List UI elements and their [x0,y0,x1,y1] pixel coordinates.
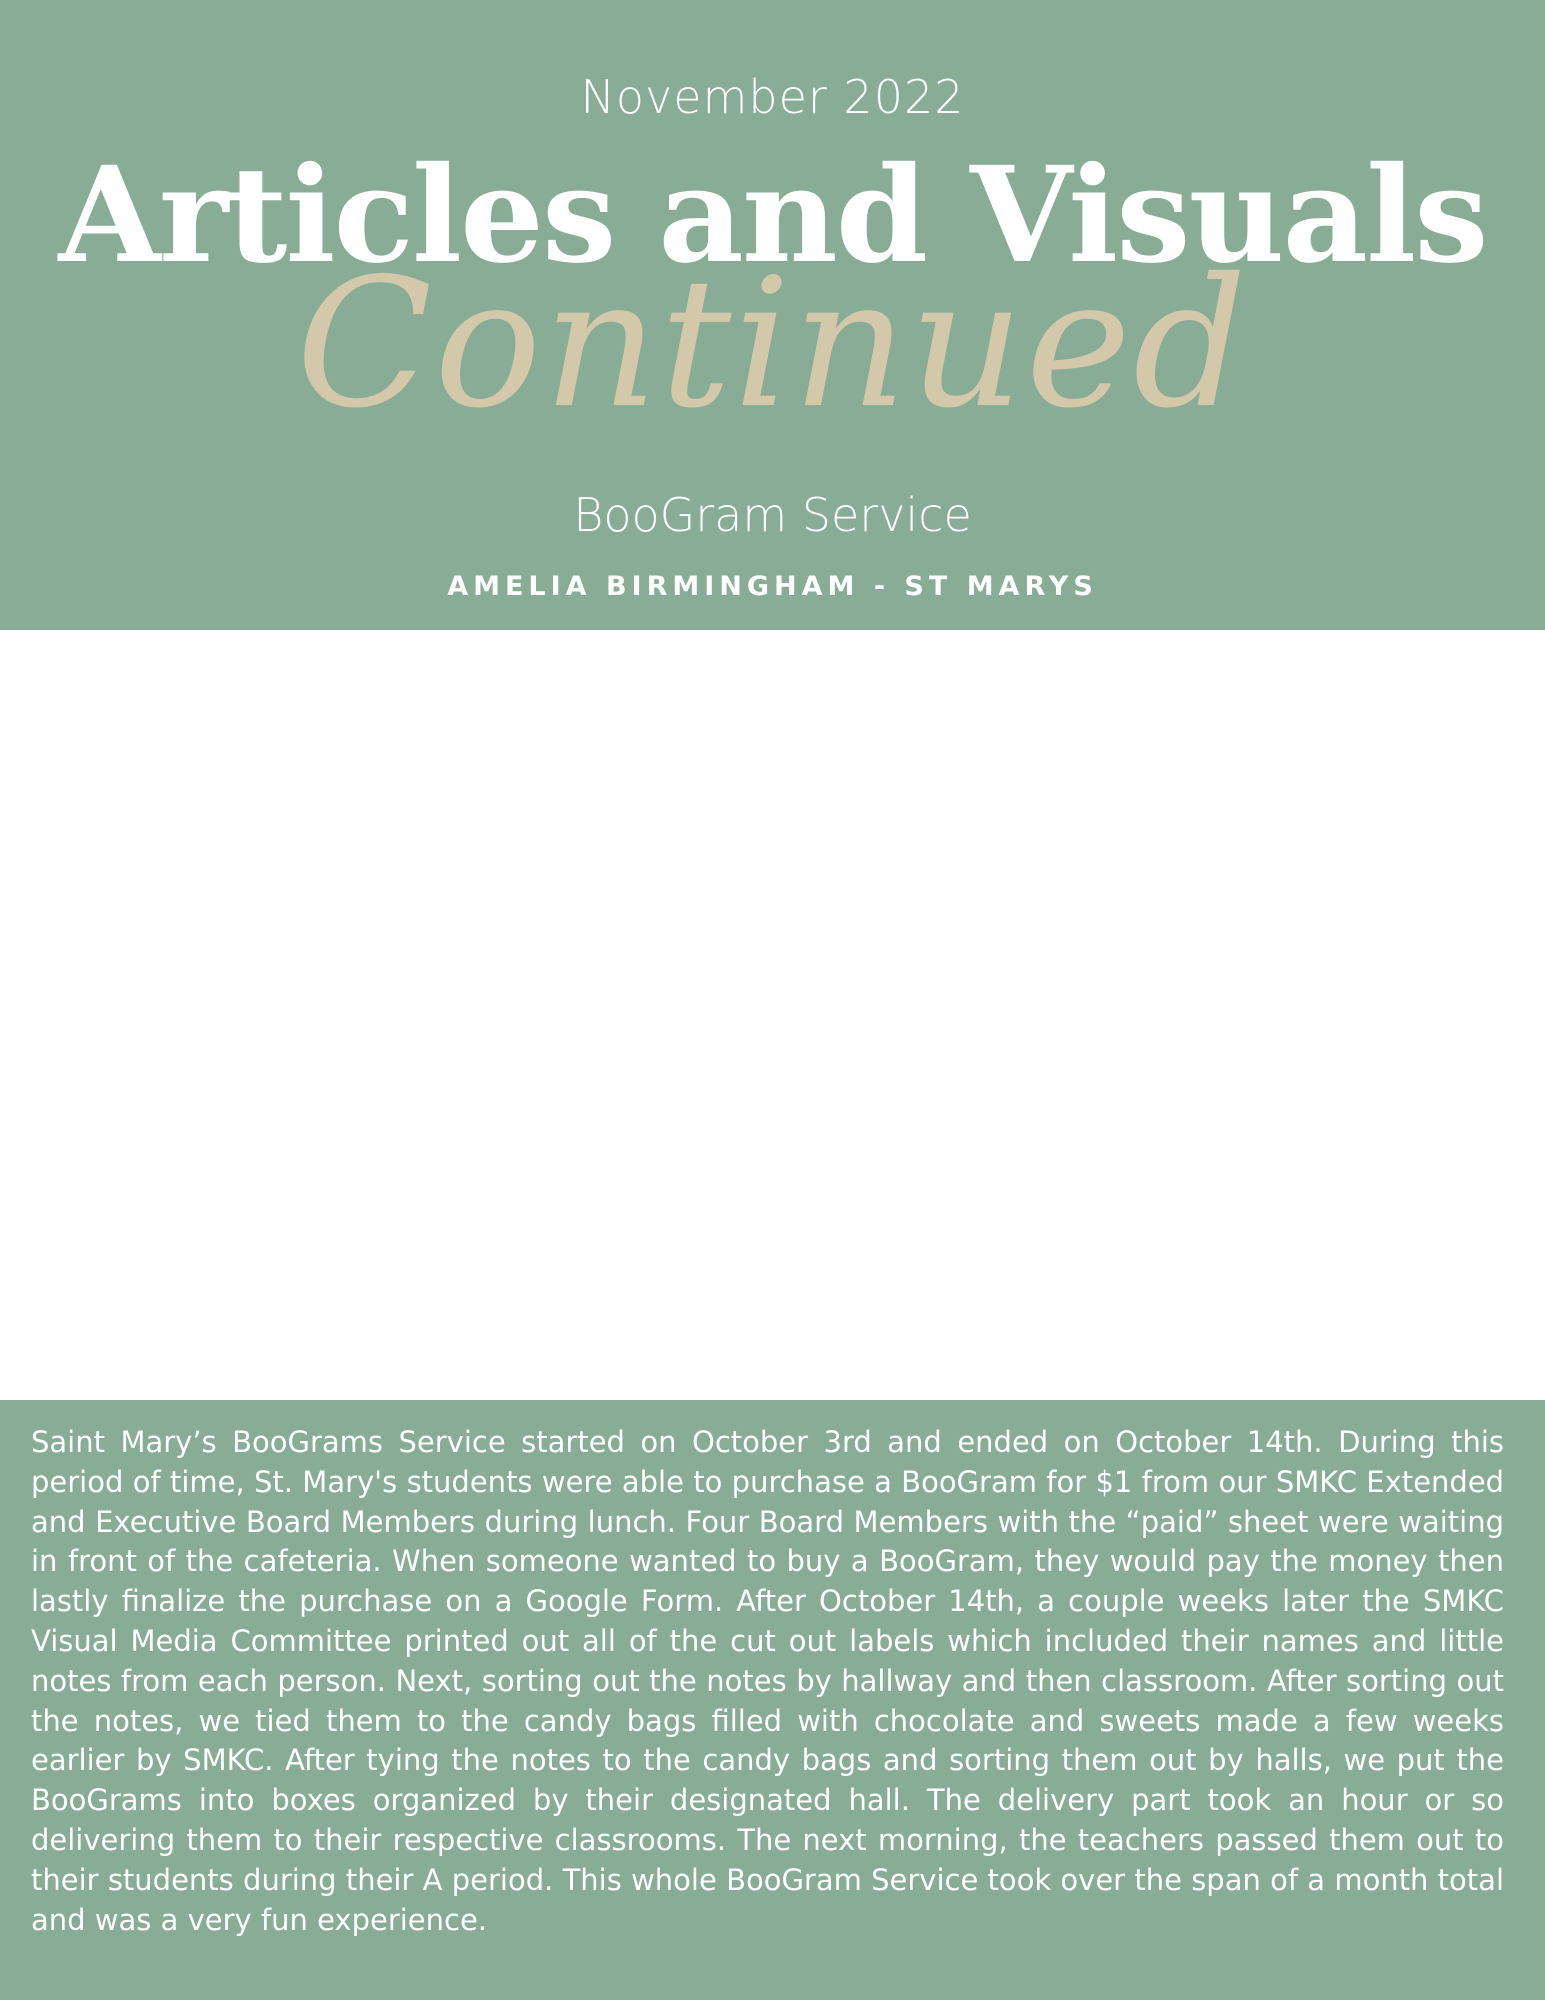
header-banner [0,0,1545,630]
article-title: BooGram Service [573,488,972,542]
author-byline: AMELIA BIRMINGHAM - ST MARYS [447,571,1098,602]
image-placeholder-area [0,630,1545,1400]
article-body-text: Saint Mary’s BooGrams Service started on October 3rd and ended on October 14th. During this period of time, St. Mary's students were able to purchase a BooGram for $1 from our SMKC Extended and Executive Board Members during lunch. Four Board Members with the “paid” sheet were waiting in front of the cafeteria. When someone wanted to buy a BooGram, they would pay the money then lastly finalize the purchase on a Google Form. After October 14th, a couple weeks later the SMKC Visual Media Committee printed out all of the cut out labels which included their names and little notes from each person. Next, sorting out the notes by hallway and then classroom. After sorting out the notes, we tied them to the candy bags filled with chocolate and sweets made a few weeks earlier by SMKC. After tying the notes to the candy bags and sorting them out by halls, we put the BooGrams into boxes organized by their designated hall. The delivery part took an hour or so delivering them to their respective classrooms. The next morning, the teachers passed them out to their students during their A period. This whole BooGram Service took over the span of a month total and was a very fun experience. [31,1425,1504,1937]
issue-date: November 2022 [580,70,965,124]
page-title: Articles and Visuals [58,138,1487,293]
script-subtitle: Continued [295,240,1250,447]
